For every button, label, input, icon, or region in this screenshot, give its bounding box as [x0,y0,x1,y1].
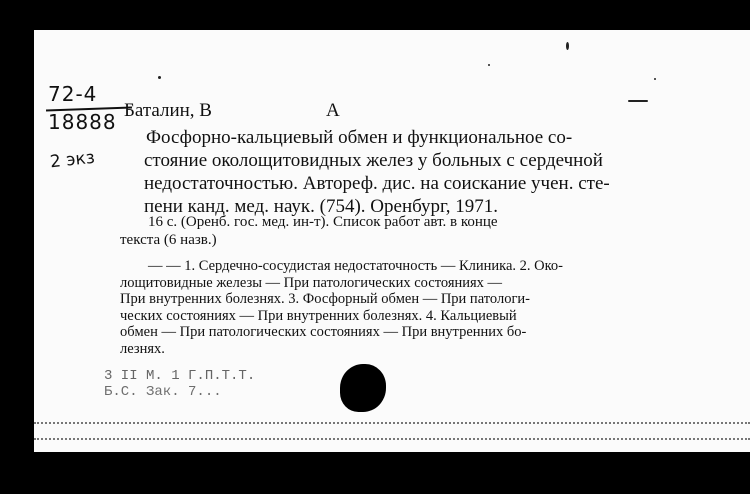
scan-border [0,0,34,494]
handwritten-call-number-bottom: 18888 [48,110,117,134]
subject-line: лощитовидные железы — При патологических состояниях — [120,274,503,291]
author-name: Баталин, В [124,100,212,121]
title-line: недостаточностью. Автореф. дис. на соискание учен. сте- [144,173,610,194]
subject-line: — — 1. Сердечно-сосудистая недостаточность — Клиника. 2. Око- [148,258,563,274]
description-line: текста (6 назв.) [120,232,217,248]
title-block [144,126,710,218]
print-stamp-line: 3 II М. 1 Г.П.Т.Т. [104,368,256,384]
title-line: стояние околощитовидных желез у больных с сердечной [144,150,603,171]
scan-speck [488,64,490,66]
scan-speck [628,100,648,102]
scan-speck [158,76,161,79]
description-line: 16 с. (Оренб. гос. мед. ин-т). Список работ авт. в конце [148,214,498,230]
perforation-line [34,422,750,426]
perforation-line [34,438,750,442]
handwritten-copies-note: 2 экз [49,147,96,173]
subject-line: При внутренних болезнях. 3. Фосфорный обмен — При патологи- [120,291,530,307]
print-stamp-line: Б.С. Зак. 7... [104,384,222,400]
title-line: пени канд. мед. наук. (754). Оренбург, 1971. [144,196,498,217]
catalog-card [34,30,750,452]
scan-speck [566,42,569,50]
subject-line: ческих состояниях — При внутренних болезнях. 4. Кальциевый [120,307,517,324]
description-block [120,213,710,249]
ink-blot [340,364,386,412]
scan-speck [654,78,656,80]
author-initial: А [326,100,340,121]
subject-line: обмен — При патологических состояниях — При внутренних бо- [120,324,527,340]
title-line: Фосфорно-кальциевый обмен и функциональное со- [146,127,573,148]
handwritten-call-number-top: 72-4 [48,82,98,106]
subject-headings [120,258,710,357]
subject-line: лезнях. [120,340,165,357]
